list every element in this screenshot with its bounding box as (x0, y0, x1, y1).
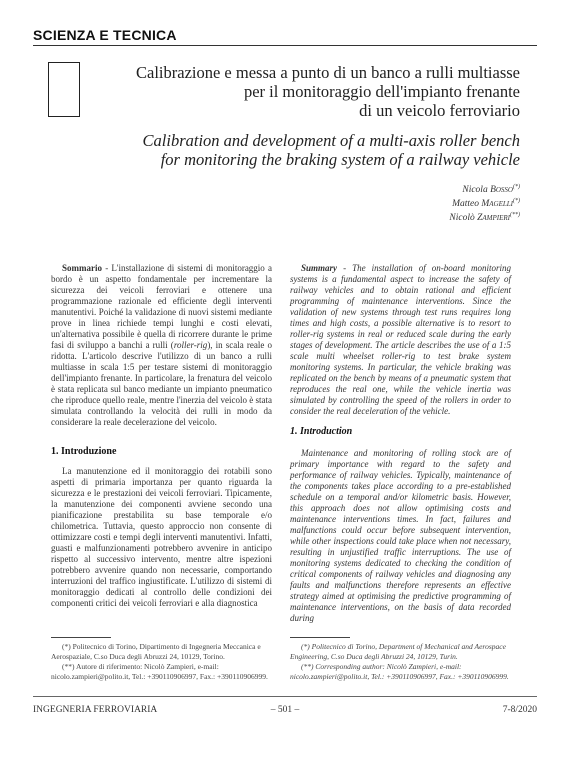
section-label: SCIENZA E TECNICA (33, 27, 177, 43)
page-number: – 501 – (270, 705, 300, 715)
title-it-line-3: di un veicolo ferroviario (359, 101, 520, 120)
intro-paragraph: Maintenance and monitoring of rolling stock are of primary importance with regard to the safety and performance of railway vehicles. Typically, maintenance of the components takes place according to a pre-established schedule on a temporal and/or kilometric basis. However, this approach does not allow optimising costs and maintenance interventions times. In fact, failures and malfunctions could occur before subsequent intervention, while other inspections could take place when not necessary, resulting in unjustified traffic interruptions. The use of monitoring systems dedicated to checking the condition of critical components of railway vehicles and diagnosing any faults and malfunctions therefore represents an effective strategy aimed at optimising the predictive programming of maintenance interventions, on the basis of data recorded during (290, 448, 511, 623)
footnotes-italian (51, 642, 272, 682)
title-it-line-2: per il monitoraggio dell'impianto frenante (243, 82, 520, 101)
footnote: (*) Politecnico di Torino, Department of Mechanical and Aerospace Engineering, C.so Duca degli Abruzzi 24, 10129, Turin. (290, 642, 506, 661)
footnote: (*) Politecnico di Torino, Dipartimento di Ingegneria Meccanica e Aerospaziale, C.so Duca degli Abruzzi 24, 10129, Torino. (51, 642, 261, 661)
section-heading-it: 1. Introduzione (51, 446, 117, 457)
footer-rule (33, 696, 537, 697)
title-english (95, 131, 520, 169)
issue-number: 7-8/2020 (502, 705, 537, 715)
footnote-rule (51, 637, 111, 638)
abstract-english: Summary - The installation of on-board monitoring systems is a fundamental aspect to increase the safety of railway vehicles and to obtain rational and efficient programming of maintenance interventions. Since the validation of new systems through test runs requires long times and high costs, a possible alternative is to resort to roller-rig systems in real or reduced scale during the early stages of development. The article describes the use of a 1:5 scale multi wheelset roller-rig to test brake system monitoring systems. In particular, the vehicle braking was replicated on the bench by means of a pneumatic system that reproduces the real one, while the vehicle inertia was simulated by controlling the speed of the rollers in order to consider the real deceleration of the vehicle. (290, 263, 511, 416)
decorative-frame (48, 62, 80, 117)
title-en-line-2: for monitoring the braking system of a railway vehicle (160, 150, 520, 169)
footnotes-english (290, 642, 511, 682)
intro-italian (51, 466, 272, 609)
author: Nicola Bosso(*) (462, 184, 520, 196)
abstract-lead: Summary (301, 263, 338, 273)
title-en-line-1: Calibration and development of a multi-axis roller bench (142, 131, 520, 150)
author: Matteo Magelli(*) (452, 198, 520, 210)
abstract-lead: Sommario (62, 263, 102, 273)
abstract-text: L'installazione di sistemi di monitoraggio a bordo è un aspetto fondamentale per incrementare la sicurezza dei veicoli ferroviari e ottenere una programmazione razionale ed efficiente degli interventi manutentivi. Poiché la validazione di nuovi sistemi mediante prove in linea richiede tempi lunghi e costi elevati, un'alternativa possibile è quella di ricorrere durante le prime fasi di sviluppo a banchi a rulli ( (51, 263, 273, 350)
footnote-rule (290, 637, 350, 638)
journal-name: INGEGNERIA FERROVIARIA (33, 705, 158, 715)
author: Nicolò Zampieri(**) (449, 212, 520, 224)
title-it-line-1: Calibrazione e messa a punto di un banco a rulli multiasse (136, 63, 520, 82)
footnote: (**) Autore di riferimento: Nicolò Zampieri, e-mail: nicolo.zampieri@polito.it, Tel.: +390110906997, Fax.: +390110906999. (51, 662, 268, 681)
header-rule (33, 45, 537, 46)
abstract-italian: Sommario - L'installazione di sistemi di monitoraggio a bordo è un aspetto fondamentale per incrementare la sicurezza dei veicoli ferroviari e ottenere una programmazione razionale ed efficiente degli interventi manutentivi. Poiché la validazione di nuovi sistemi mediante prove in linea richiede tempi lunghi e costi elevati, un'alternativa possibile è quella di ricorrere durante le prime fasi di sviluppo a banchi a rulli (roller-rig), in scala reale o ridotta. L'articolo descrive l'utilizzo di un banco a rulli multiasse in scala 1:5 per testare sistemi di monitoraggio dell'impianto frenante. In particolare, la frenatura del veicolo è stata replicata sul banco mediante un impianto pneumatico che riproduce quello reale, mentre l'inerzia del veicolo è stata simulata controllando la velocità dei rulli in modo da considerare la reale decelerazione del veicolo. (51, 263, 273, 427)
intro-paragraph: La manutenzione ed il monitoraggio dei rotabili sono aspetti di primaria importanza per quanto riguarda la sicurezza e le prestazioni dei veicoli ferroviari. Tipicamente, la manutenzione dei componenti avviene secondo una pianificazione prestabilita su base temporale e/o chilometrica. Tuttavia, questo approccio non consente di ottimizzare costi e tempi degli interventi manutentivi. Infatti, guasti e malfunzionamenti potrebbero avvenire in anticipo rispetto al successivo intervento, mentre altre ispezioni potrebbero avvenire quando non necessarie, comportando interruzioni del traffico ingiustificate. L'utilizzo di sistemi di monitoraggio dedicati al controllo delle condizioni dei componenti critici dei veicoli ferroviari e alla diagnostica (51, 466, 272, 608)
author-list (449, 182, 520, 224)
section-heading-en: 1. Introduction (290, 426, 353, 437)
abstract-text: The installation of on-board monitoring systems is a fundamental aspect to increase the safety of railway vehicles and to obtain rational and efficient programming of maintenance interventions. Since the validation of new systems through test runs requires long times and high costs, a possible alternative is to resort to roller-rig systems in real or reduced scale during the early stages of development. The article describes the use of a 1:5 scale multi wheelset roller-rig to test brake system monitoring systems. In particular, the vehicle braking was replicated on the bench by means of a pneumatic system that reproduces the real one, while the vehicle inertia was simulated by controlling the speed of the rollers in order to consider the real deceleration of the vehicle. (290, 263, 511, 416)
footnote: (**) Corresponding author: Nicolò Zampieri, e-mail: nicolo.zampieri@polito.it, Tel.: +390110906997, Fax.: +390110906999. (290, 662, 509, 681)
intro-english (290, 448, 511, 624)
title-italian (95, 63, 520, 120)
